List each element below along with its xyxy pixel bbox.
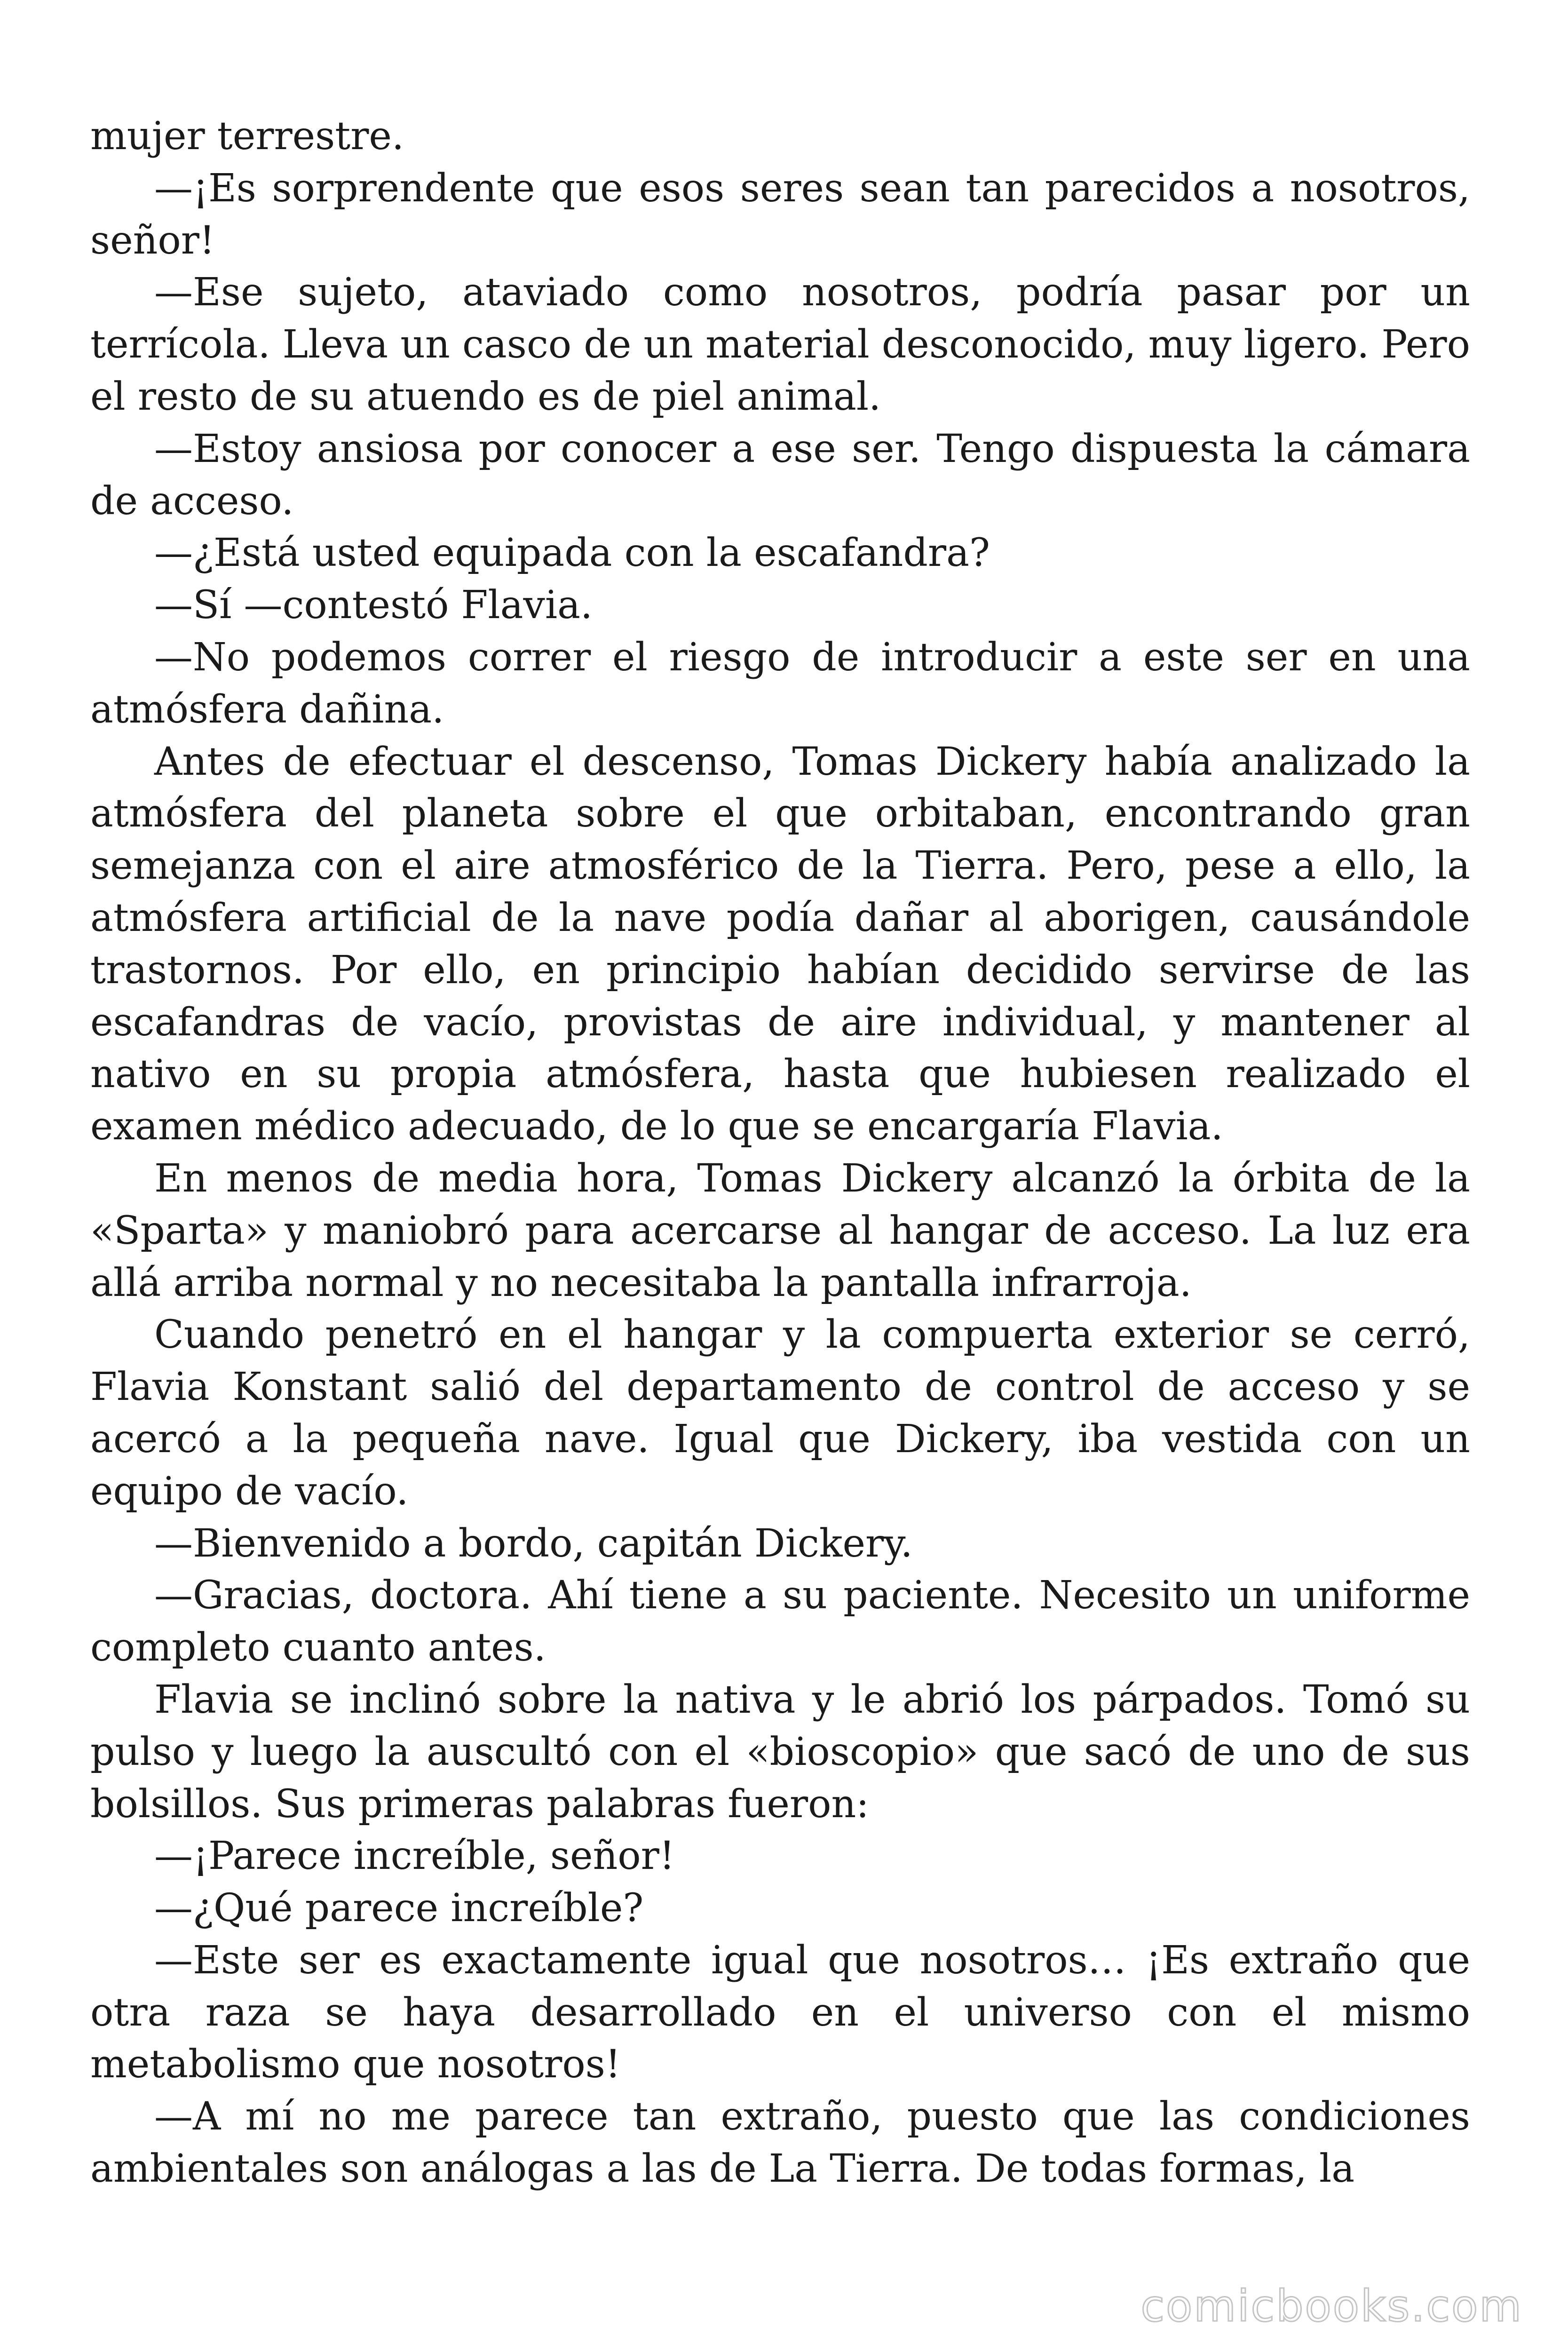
paragraph: En menos de media hora, Tomas Dickery alcanzó la órbita de la «Sparta» y maniobró para acercarse al hangar de acceso. La luz era allá arriba normal y no necesitaba la pantalla infrarroja.: [90, 1156, 1470, 1305]
paragraph: Flavia se inclinó sobre la nativa y le abrió los párpados. Tomó su pulso y luego la auscultó con el «bioscopio» que sacó de uno de sus bolsillos. Sus primeras palabras fueron:: [90, 1677, 1470, 1827]
page-text: [90, 111, 1470, 2195]
paragraph: —¡Parece increíble, señor!: [154, 1834, 675, 1879]
paragraph: Cuando penetró en el hangar y la compuerta exterior se cerró, Flavia Konstant salió del departamento de control de acceso y se acercó a la pequeña nave. Igual que Dickery, iba vestida con un equipo de vacío.: [90, 1312, 1470, 1514]
paragraph: —Gracias, doctora. Ahí tiene a su paciente. Necesito un uniforme completo cuanto antes.: [90, 1573, 1470, 1670]
paragraph: —¿Está usted equipada con la escafandra?: [154, 531, 990, 576]
paragraph: mujer terrestre.: [90, 114, 404, 159]
watermark: comicbooks.com: [1140, 2281, 1523, 2331]
paragraph: —Ese sujeto, ataviado como nosotros, podría pasar por un terrícola. Lleva un casco de un material desconocido, muy ligero. Pero el resto de su atuendo es de piel animal.: [90, 270, 1470, 419]
paragraph: —Bienvenido a bordo, capitán Dickery.: [154, 1521, 913, 1566]
paragraph: —Este ser es exactamente igual que nosotros… ¡Es extraño que otra raza se haya desarrollado en el universo con el mismo metabolismo que nosotros!: [90, 1938, 1470, 2087]
paragraph: —¡Es sorprendente que esos seres sean tan parecidos a nosotros, señor!: [90, 166, 1470, 263]
paragraph: —A mí no me parece tan extraño, puesto que las condiciones ambientales son análogas a las de La Tierra. De todas formas, la: [90, 2094, 1470, 2192]
paragraph: —No podemos correr el riesgo de introducir a este ser en una atmósfera dañina.: [90, 635, 1470, 732]
paragraph: —Sí —contestó Flavia.: [154, 583, 593, 628]
paragraph: —¿Qué parece increíble?: [154, 1886, 644, 1931]
paragraph: —Estoy ansiosa por conocer a ese ser. Tengo dispuesta la cámara de acceso.: [90, 426, 1470, 524]
paragraph: Antes de efectuar el descenso, Tomas Dickery había analizado la atmósfera del planeta sobre el que orbitaban, encontrando gran semejanza con el aire atmosférico de la Tierra. Pero, pese a ello, la atmósfera artificial de la nave podía dañar al aborigen, causándole trastornos. Por ello, en principio habían decidido servirse de las escafandras de vacío, provistas de aire individual, y mantener al nativo en su propia atmósfera, hasta que hubiesen realizado el examen médico adecuado, de lo que se encargaría Flavia.: [90, 739, 1470, 1149]
